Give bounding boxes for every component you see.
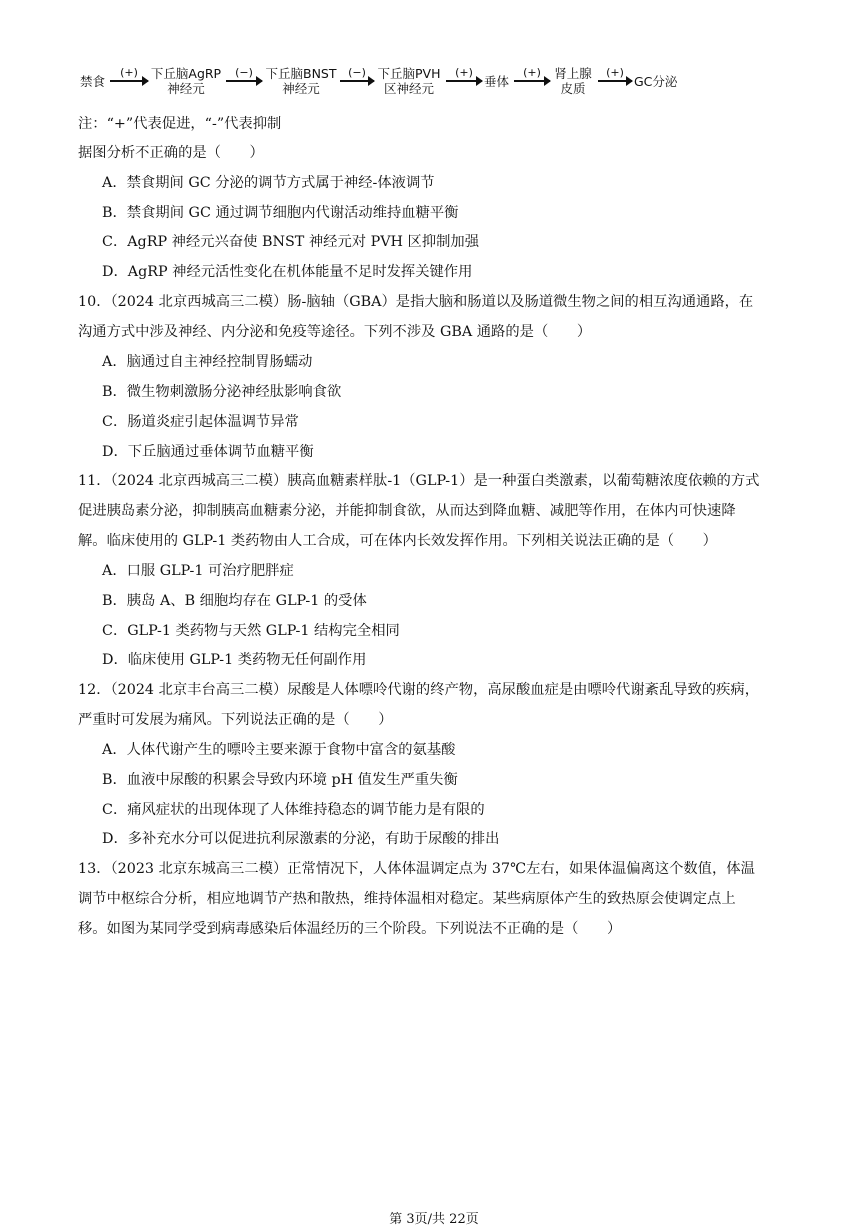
flow-node-pvh: 下丘脑PVH 区神经元: [377, 66, 441, 96]
flow-node-pituitary: 垂体: [484, 74, 510, 89]
flow-node-agrp: 下丘脑AgRP 神经元: [150, 66, 222, 96]
answer-option: D．下丘脑通过垂体调节血糖平衡: [102, 444, 314, 460]
flow-node-fasting: 禁食: [80, 74, 106, 89]
question-text: 沟通方式中涉及神经、内分泌和免疫等途径。下列不涉及 GBA 通路的是（ ）: [78, 324, 592, 340]
question-text: 11．（2024 北京西城高三二模）胰高血糖素样肽-1（GLP-1）是一种蛋白类激素，以葡萄糖浓度依赖的方式: [78, 473, 760, 489]
question-text: 13．（2023 北京东城高三二模）正常情况下，人体体温调定点为 37℃左右，如果体温偏离这个数值，体温: [78, 861, 755, 877]
answer-option: A．脑通过自主神经控制胃肠蠕动: [102, 354, 313, 370]
answer-option: C．AgRP 神经元兴奋使 BNST 神经元对 PVH 区抑制加强: [102, 234, 480, 250]
answer-option: B．血液中尿酸的积累会导致内环境 pH 值发生严重失衡: [102, 772, 458, 788]
flow-arrow: (+): [110, 80, 148, 82]
flow-arrow: (+): [598, 80, 632, 82]
regulation-flow-diagram: [80, 66, 700, 104]
answer-option: C．肠道炎症引起体温调节异常: [102, 414, 299, 430]
question-text: 移。如图为某同学受到病毒感染后体温经历的三个阶段。下列说法不正确的是（ ）: [78, 921, 622, 937]
answer-option: C．GLP-1 类药物与天然 GLP-1 结构完全相同: [102, 623, 400, 639]
answer-option: D．AgRP 神经元活性变化在机体能量不足时发挥关键作用: [102, 264, 473, 280]
answer-option: B．胰岛 A、B 细胞均存在 GLP-1 的受体: [102, 593, 367, 609]
diagram-note: 注：“+”代表促进，“-”代表抑制: [78, 116, 282, 132]
question-text: 据图分析不正确的是（ ）: [78, 145, 264, 161]
flow-node-gc-secretion: GC分泌: [634, 74, 678, 89]
answer-option: A．人体代谢产生的嘌呤主要来源于食物中富含的氨基酸: [102, 742, 456, 758]
answer-option: D．临床使用 GLP-1 类药物无任何副作用: [102, 652, 367, 668]
flow-arrow: (+): [446, 80, 482, 82]
flow-node-bnst: 下丘脑BNST 神经元: [265, 66, 337, 96]
flow-arrow: (+): [514, 80, 550, 82]
question-text: 促进胰岛素分泌，抑制胰高血糖素分泌，并能抑制食欲，从而达到降血糖、减肥等作用，在体内可快速降: [78, 503, 736, 519]
answer-option: D．多补充水分可以促进抗利尿激素的分泌，有助于尿酸的排出: [102, 831, 500, 847]
answer-option: C．痛风症状的出现体现了人体维持稳态的调节能力是有限的: [102, 802, 485, 818]
flow-node-adrenal-cortex: 肾上腺 皮质: [554, 66, 592, 96]
answer-option: B．微生物刺激肠分泌神经肽影响食欲: [102, 384, 342, 400]
flow-arrow: (−): [340, 80, 374, 82]
question-text: 调节中枢综合分析，相应地调节产热和散热，维持体温相对稳定。某些病原体产生的致热原会使调定点上: [78, 891, 736, 907]
question-text: 12．（2024 北京丰台高三二模）尿酸是人体嘌呤代谢的终产物，高尿酸血症是由嘌呤代谢紊乱导致的疾病，: [78, 682, 760, 698]
answer-option: B．禁食期间 GC 通过调节细胞内代谢活动维持血糖平衡: [102, 205, 459, 221]
page-number: 第 3页/共 22页: [389, 1212, 479, 1227]
question-text: 10．（2024 北京西城高三二模）肠-脑轴（GBA）是指大脑和肠道以及肠道微生物之间的相互沟通通路，在: [78, 294, 754, 310]
question-text: 严重时可发展为痛风。下列说法正确的是（ ）: [78, 712, 393, 728]
question-text: 解。临床使用的 GLP-1 类药物由人工合成，可在体内长效发挥作用。下列相关说法正确的是（ ）: [78, 533, 717, 549]
answer-option: A．口服 GLP-1 可治疗肥胖症: [102, 563, 294, 579]
answer-option: A．禁食期间 GC 分泌的调节方式属于神经-体液调节: [102, 175, 435, 191]
flow-arrow: (−): [226, 80, 262, 82]
